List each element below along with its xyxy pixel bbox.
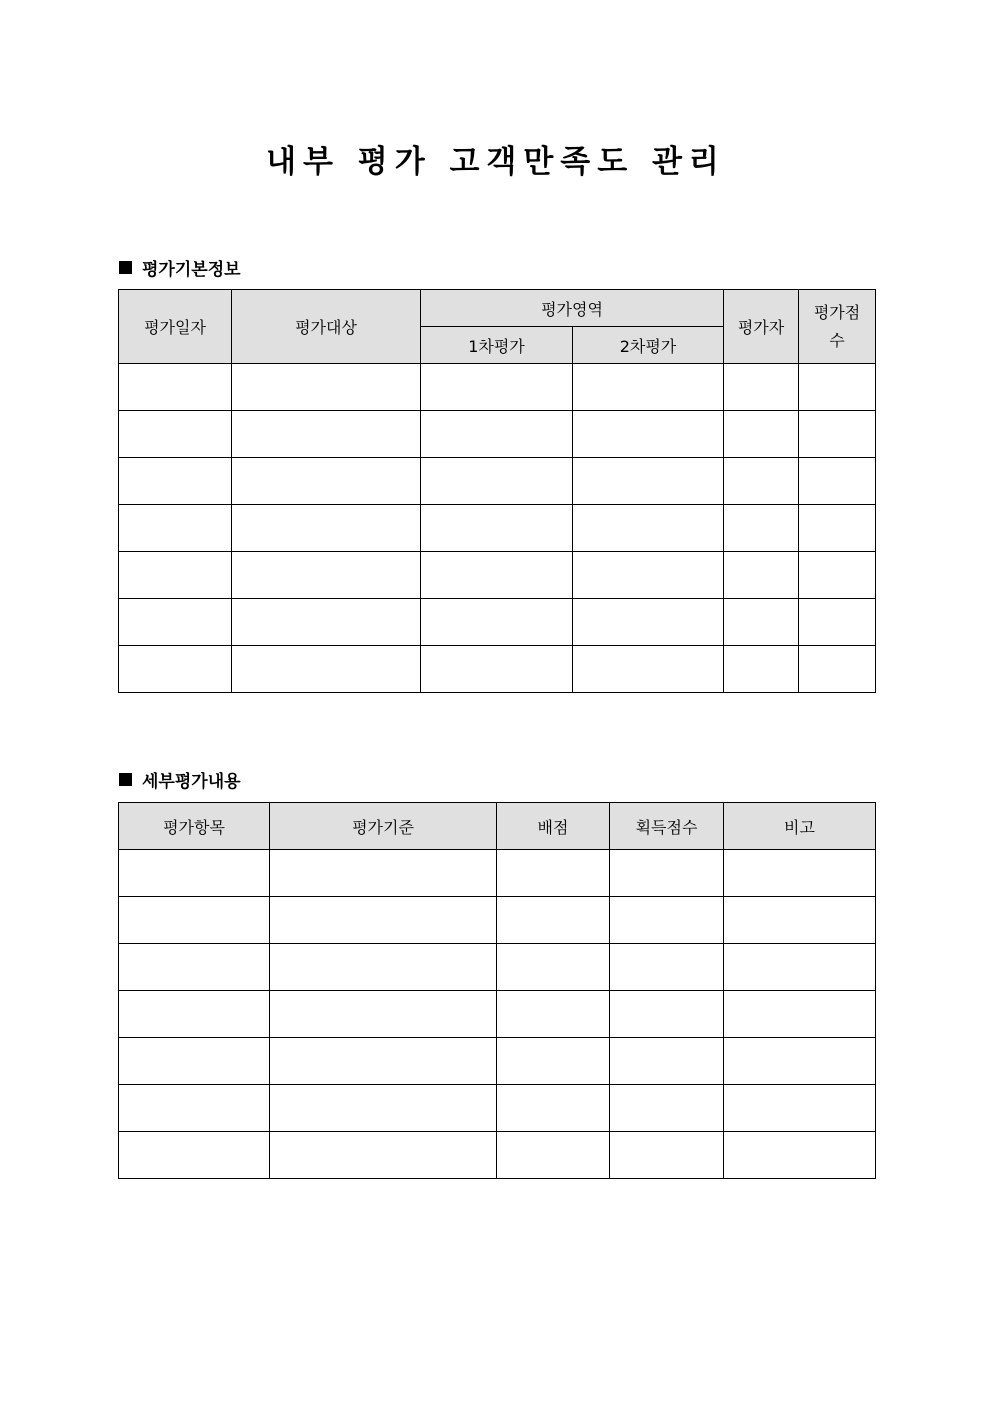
table-cell[interactable] <box>724 991 876 1038</box>
table-row <box>119 364 876 411</box>
table-row <box>119 458 876 505</box>
table-cell[interactable] <box>232 599 421 646</box>
section-heading-label: 평가기본정보 <box>142 260 241 280</box>
table-cell[interactable] <box>610 850 724 897</box>
table-cell[interactable] <box>497 1038 610 1085</box>
table-cell[interactable] <box>724 458 799 505</box>
table-row <box>119 1038 876 1085</box>
table-cell[interactable] <box>421 552 573 599</box>
header-eval-score-line1: 평가점 <box>813 302 861 322</box>
basic-info-table <box>118 289 876 693</box>
table-cell[interactable] <box>119 850 270 897</box>
table-cell[interactable] <box>232 505 421 552</box>
table-cell[interactable] <box>232 411 421 458</box>
header-eval-score <box>799 290 876 364</box>
table-cell[interactable] <box>610 944 724 991</box>
table-cell[interactable] <box>497 991 610 1038</box>
table-cell[interactable] <box>270 1085 497 1132</box>
table-cell[interactable] <box>232 364 421 411</box>
table-cell[interactable] <box>119 364 232 411</box>
table-cell[interactable] <box>724 646 799 693</box>
black-square-icon <box>119 261 132 274</box>
table-cell[interactable] <box>610 897 724 944</box>
header-eval-target: 평가대상 <box>232 290 421 364</box>
table-cell[interactable] <box>119 991 270 1038</box>
table-cell[interactable] <box>573 599 724 646</box>
header-evaluator: 평가자 <box>724 290 799 364</box>
table-cell[interactable] <box>610 1085 724 1132</box>
table-cell[interactable] <box>497 1085 610 1132</box>
table-cell[interactable] <box>724 552 799 599</box>
table-cell[interactable] <box>799 646 876 693</box>
table-cell[interactable] <box>799 364 876 411</box>
table-cell[interactable] <box>724 1038 876 1085</box>
table-cell[interactable] <box>119 897 270 944</box>
table-row <box>119 897 876 944</box>
header-eval-item: 평가항목 <box>119 803 270 850</box>
table-cell[interactable] <box>573 646 724 693</box>
table-cell[interactable] <box>573 458 724 505</box>
table-cell[interactable] <box>497 850 610 897</box>
table-cell[interactable] <box>119 1132 270 1179</box>
table-cell[interactable] <box>724 944 876 991</box>
table-row <box>119 505 876 552</box>
table-cell[interactable] <box>573 552 724 599</box>
header-eval-date: 평가일자 <box>119 290 232 364</box>
header-obtained-score: 획득점수 <box>610 803 724 850</box>
table-row <box>119 646 876 693</box>
header-allotted-points: 배점 <box>497 803 610 850</box>
black-square-icon <box>119 773 132 786</box>
table-cell[interactable] <box>610 1132 724 1179</box>
table-cell[interactable] <box>270 850 497 897</box>
table-cell[interactable] <box>497 944 610 991</box>
table-cell[interactable] <box>421 458 573 505</box>
table-cell[interactable] <box>573 364 724 411</box>
table-cell[interactable] <box>421 411 573 458</box>
table-cell[interactable] <box>119 411 232 458</box>
table-cell[interactable] <box>119 1085 270 1132</box>
table-cell[interactable] <box>799 411 876 458</box>
page-title: 내부 평가 고객만족도 관리 <box>266 144 726 180</box>
table-cell[interactable] <box>799 458 876 505</box>
table-cell[interactable] <box>119 505 232 552</box>
table-cell[interactable] <box>119 599 232 646</box>
table-cell[interactable] <box>799 552 876 599</box>
table-row <box>119 1085 876 1132</box>
table-cell[interactable] <box>421 364 573 411</box>
header-eval-score-line2: 수 <box>829 330 845 350</box>
table-cell[interactable] <box>232 458 421 505</box>
table-cell[interactable] <box>799 505 876 552</box>
table-cell[interactable] <box>421 505 573 552</box>
table-cell[interactable] <box>270 991 497 1038</box>
table-row <box>119 944 876 991</box>
table-cell[interactable] <box>724 364 799 411</box>
section-heading-label: 세부평가내용 <box>142 772 241 792</box>
header-eval-area: 평가영역 <box>421 290 724 327</box>
header-first-eval: 1차평가 <box>421 327 573 364</box>
table-row <box>119 411 876 458</box>
table-cell[interactable] <box>724 897 876 944</box>
table-cell[interactable] <box>119 646 232 693</box>
section-heading-detail <box>119 767 241 792</box>
table-cell[interactable] <box>119 458 232 505</box>
table-cell[interactable] <box>610 991 724 1038</box>
table-cell[interactable] <box>724 1085 876 1132</box>
table-cell[interactable] <box>421 646 573 693</box>
table-row <box>119 850 876 897</box>
table-cell[interactable] <box>119 944 270 991</box>
table-cell[interactable] <box>573 411 724 458</box>
table-cell[interactable] <box>610 1038 724 1085</box>
header-eval-criteria: 평가기준 <box>270 803 497 850</box>
table-cell[interactable] <box>232 552 421 599</box>
table-cell[interactable] <box>799 599 876 646</box>
table-cell[interactable] <box>270 944 497 991</box>
table-cell[interactable] <box>724 599 799 646</box>
table-cell[interactable] <box>724 1132 876 1179</box>
table-cell[interactable] <box>270 1132 497 1179</box>
table-cell[interactable] <box>497 897 610 944</box>
header-second-eval: 2차평가 <box>573 327 724 364</box>
table-cell[interactable] <box>270 1038 497 1085</box>
table-row <box>119 991 876 1038</box>
table-cell[interactable] <box>724 505 799 552</box>
table-cell[interactable] <box>724 411 799 458</box>
table-cell[interactable] <box>421 599 573 646</box>
table-cell[interactable] <box>497 1132 610 1179</box>
header-remarks: 비고 <box>724 803 876 850</box>
table-row <box>119 1132 876 1179</box>
table-cell[interactable] <box>119 552 232 599</box>
table-cell[interactable] <box>119 1038 270 1085</box>
table-cell[interactable] <box>232 646 421 693</box>
detail-eval-table <box>118 802 876 1179</box>
table-cell[interactable] <box>573 505 724 552</box>
section-heading-basic-info <box>119 255 241 280</box>
table-row <box>119 552 876 599</box>
table-cell[interactable] <box>270 897 497 944</box>
table-row <box>119 599 876 646</box>
table-cell[interactable] <box>724 850 876 897</box>
